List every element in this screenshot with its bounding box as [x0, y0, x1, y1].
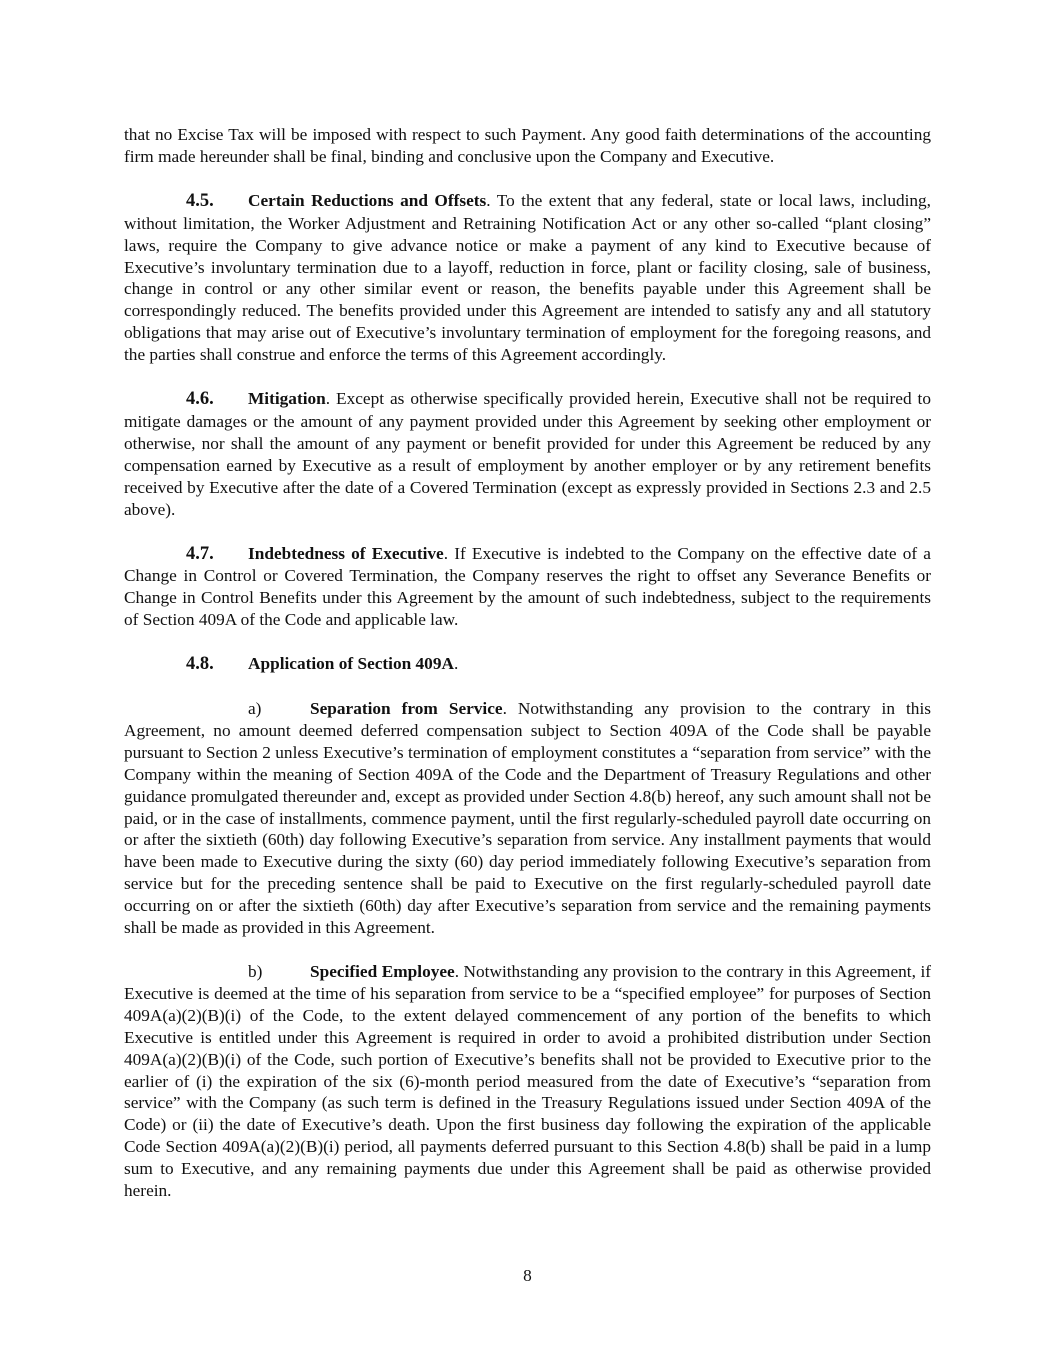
subsection-4-8-a-body: . Notwithstanding any provision to the contrary in this Agreement, no amount deemed deferred compensation subject to Section 409A of the Code shall be payable pursuant to Section 2 unless Executive’s termination of employment constitutes a “separation from service” with the Company within the meaning of Section 409A of the Code and the Department of Treasury Regulations and other guidance promulgated thereunder and, except as provided under Section 4.8(b) hereof, any such amount shall not be paid, or in the case of installments, commence payment, until the first regularly-scheduled payroll date occurring on or after the sixtieth (60th) day following Executive’s separation from service. Any installment payments that would have been made to Executive during the sixty (60) day period immediately following Executive’s separation from service but for the preceding sentence shall be paid to Executive on the first regularly-scheduled payroll date occurring on or after the sixtieth (60th) day after Executive’s separation from service and the remaining payments shall be made as provided in this Agreement.	[124, 699, 931, 938]
paragraph-intro-text: that no Excise Tax will be imposed with respect to such Payment. Any good faith determinations of the accounting firm made hereunder shall be final, binding and conclusive upon the Company and Executive.	[124, 125, 931, 166]
section-4-7-number: 4.7.	[186, 543, 214, 564]
section-4-8-tail: .	[453, 654, 459, 674]
subsection-4-8-a-label: a)	[248, 699, 262, 719]
section-4-6-body: . Except as otherwise specifically provided herein, Executive shall not be required to mitigate damages or the amount of any payment provided under this Agreement by seeking other employment or otherwise, nor shall the amount of any payment or benefit provided for under this Agreement be reduced by any compensation earned by Executive as a result of employment by another employer or by any retirement benefits received by Executive after the date of a Covered Termination (except as expressly provided in Sections 2.3 and 2.5 above).	[124, 389, 931, 519]
subsection-4-8-a	[124, 698, 931, 939]
subsection-4-8-b-heading: Specified Employee	[310, 962, 455, 981]
section-4-5-number: 4.5.	[186, 190, 214, 211]
section-4-6-heading: Mitigation	[248, 389, 326, 409]
section-4-8-number: 4.8.	[186, 654, 214, 675]
section-4-7-body: . If Executive is indebted to the Company on the effective date of a Change in Control or Covered Termination, the Company reserves the right to offset any Severance Benefits or Change in Control Benefits under this Agreement by the amount of such indebtedness, subject to the requirements of Section 409A of the Code and applicable law.	[124, 543, 931, 630]
section-4-7-heading: Indebtedness of Executive	[248, 543, 444, 563]
subsection-4-8-b	[124, 961, 931, 1202]
section-4-8	[124, 653, 931, 676]
section-4-6-number: 4.6.	[186, 389, 214, 410]
subsection-4-8-b-label: b)	[248, 962, 263, 981]
section-4-7	[124, 543, 931, 632]
section-4-5-body: . To the extent that any federal, state or local laws, including, without limitation, the Worker Adjustment and Retraining Notification Act or any other so-called “plant closing” laws, require the Company to give advance notice or make a payment of any kind to Executive because of Executive’s involuntary termination due to a layoff, reduction in force, plant or facility closing, sale of business, change in control or any other similar event or reason, the benefits payable under this Agreement shall be correspondingly reduced. The benefits provided under this Agreement are intended to satisfy any and all statutory obligations that may arise out of Executive’s involuntary termination of employment for the foregoing reasons, and the parties shall construe and enforce the terms of this Agreement accordingly.	[124, 190, 931, 365]
section-4-8-heading: Application of Section 409A	[248, 654, 454, 674]
section-4-5-heading: Certain Reductions and Offsets	[248, 190, 487, 210]
paragraph-intro	[124, 124, 931, 168]
section-4-5	[124, 190, 931, 366]
subsection-4-8-a-heading: Separation from Service	[310, 699, 503, 719]
page-number: 8	[523, 1266, 532, 1285]
section-4-6	[124, 388, 931, 520]
document-page	[124, 124, 931, 1224]
subsection-4-8-b-body: . Notwithstanding any provision to the contrary in this Agreement, if Executive is deemed at the time of his separation from service to be a “specified employee” for purposes of Section 409A(a)(2)(B)(i) of the Code, to the extent delayed commencement of any portion of the benefits to which Executive is entitled under this Agreement is required in order to avoid a prohibited distribution under Section 409A(a)(2)(B)(i) of the Code, such portion of Executive’s benefits shall not be provided to Executive prior to the earlier of (i) the expiration of the six (6)-month period measured from the date of Executive’s “separation from service” with the Company (as such term is defined in the Treasury Regulations issued under Section 409A of the Code) or (ii) the date of Executive’s death. Upon the first business day following the expiration of the applicable Code Section 409A(a)(2)(B)(i) period, all payments deferred pursuant to this Section 4.8(b) shall be paid in a lump sum to Executive, and any remaining payments due under this Agreement shall be paid as otherwise provided herein.	[124, 962, 932, 1201]
